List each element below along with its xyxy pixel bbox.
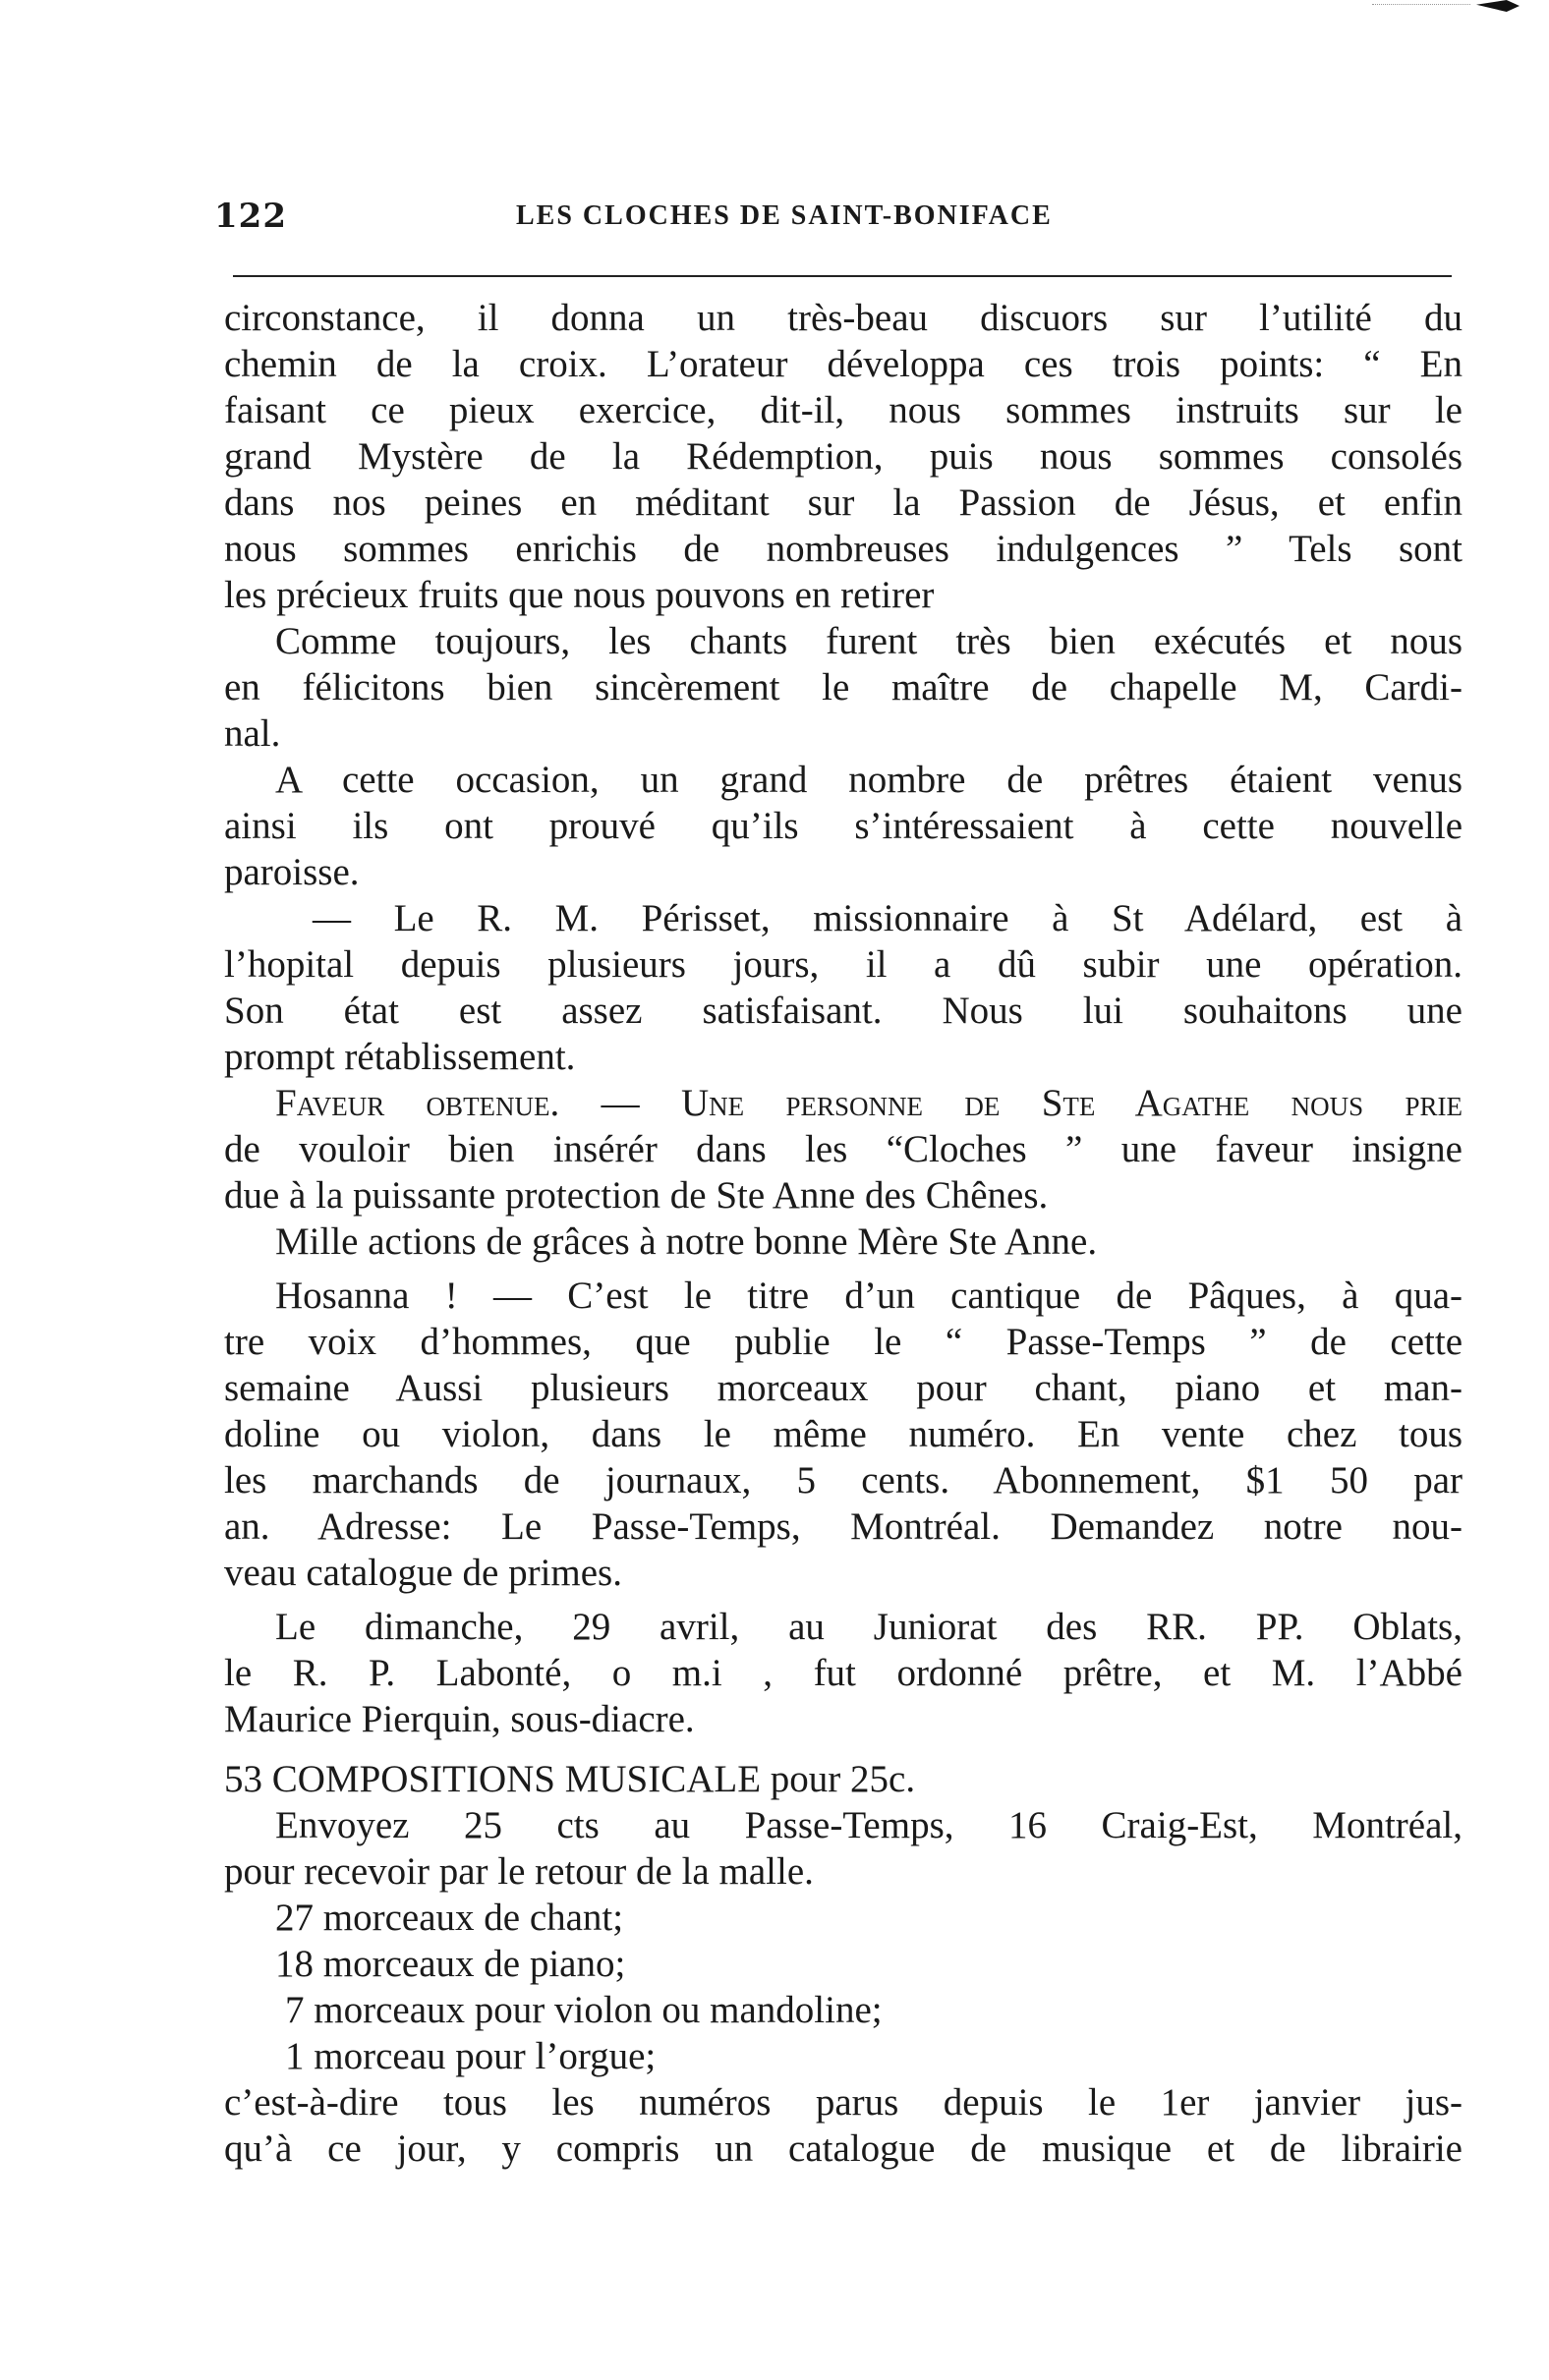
list-item: 1 morceau pour l’orgue; — [285, 2035, 657, 2077]
text-line: veau catalogue de primes. — [224, 1552, 622, 1594]
running-title: LES CLOCHES DE SAINT-BONIFACE — [516, 200, 1053, 231]
text-line: doline ou violon, dans le même numéro. En vente chez tous — [224, 1413, 1463, 1455]
text-line: qu’à ce jour, y compris un catalogue de musique et de librairie — [224, 2127, 1463, 2170]
section-heading: 53 COMPOSITIONS MUSICALE pour 25c. — [224, 1758, 916, 1800]
text-line: Le dimanche, 29 avril, au Juniorat des RR. PP. Oblats, — [275, 1606, 1463, 1648]
text-line: A cette occasion, un grand nombre de prêtres étaient venus — [275, 759, 1463, 801]
text-line: due à la puissante protection de Ste Anne des Chênes. — [224, 1174, 1049, 1217]
text-line: les précieux fruits que nous pouvons en retirer — [224, 574, 935, 616]
text-line: tre voix d’hommes, que publie le “ Passe-Temps ” de cette — [224, 1321, 1463, 1363]
text-line: circonstance, il donna un très-beau discuors sur l’utilité du — [224, 297, 1463, 339]
text-line: l’hopital depuis plusieurs jours, il a dû subir une opération. — [224, 943, 1463, 986]
text-line: en félicitons bien sincèrement le maître de chapelle M, Cardi- — [224, 666, 1463, 708]
text-line: Comme toujours, les chants furent très bien exécutés et nous — [275, 620, 1463, 662]
text-line: paroisse. — [224, 851, 360, 893]
text-line: Mille actions de grâces à notre bonne Mère Ste Anne. — [275, 1220, 1098, 1263]
text-line: Son état est assez satisfaisant. Nous lui souhaitons une — [224, 990, 1463, 1032]
list-item: 7 morceaux pour violon ou mandoline; — [285, 1989, 883, 2031]
text-line: le R. P. Labonté, o m.i , fut ordonné prêtre, et M. l’Abbé — [224, 1652, 1463, 1694]
page-header — [197, 197, 1445, 246]
header-rule — [233, 275, 1452, 277]
text-line: dans nos peines en méditant sur la Passion de Jésus, et enfin — [224, 482, 1463, 524]
text-line: chemin de la croix. L’orateur développa ces trois points: “ En — [224, 343, 1463, 385]
text-line: semaine Aussi plusieurs morceaux pour chant, piano et man- — [224, 1367, 1463, 1409]
text-line: faisant ce pieux exercice, dit-il, nous sommes instruits sur le — [224, 389, 1463, 431]
text-line: grand Mystère de la Rédemption, puis nous sommes consolés — [224, 435, 1463, 478]
text-line: les marchands de journaux, 5 cents. Abonnement, $1 50 par — [224, 1459, 1463, 1502]
text-line: de vouloir bien insérér dans les “Cloches ” une faveur insigne — [224, 1128, 1463, 1170]
text-line: Hosanna ! — C’est le titre d’un cantique de Pâques, à qua- — [275, 1275, 1463, 1317]
text-line: — Le R. M. Périsset, missionnaire à St Adélard, est à — [313, 897, 1463, 939]
text-line: nous sommes enrichis de nombreuses indulgences ” Tels sont — [224, 528, 1463, 570]
list-item: 27 morceaux de chant; — [275, 1897, 624, 1939]
text-line: prompt rétablissement. — [224, 1036, 576, 1078]
text-line: an. Adresse: Le Passe-Temps, Montréal. Demandez notre nou- — [224, 1505, 1463, 1548]
scan-mark — [1362, 0, 1520, 14]
body-text — [224, 295, 1463, 2172]
text-line: pour recevoir par le retour de la malle. — [224, 1850, 814, 1893]
text-line: c’est-à-dire tous les numéros parus depuis le 1er janvier jus- — [224, 2081, 1463, 2124]
text-line: Faveur obtenue. — Une personne de Ste Agathe nous prie — [275, 1082, 1463, 1124]
text-line: nal. — [224, 712, 281, 755]
page-number: 122 — [214, 197, 287, 236]
text-line: Envoyez 25 cts au Passe-Temps, 16 Craig-Est, Montréal, — [275, 1804, 1463, 1846]
text-line: Maurice Pierquin, sous-diacre. — [224, 1698, 695, 1740]
text-line: ainsi ils ont prouvé qu’ils s’intéressaient à cette nouvelle — [224, 805, 1463, 847]
list-item: 18 morceaux de piano; — [275, 1943, 626, 1985]
